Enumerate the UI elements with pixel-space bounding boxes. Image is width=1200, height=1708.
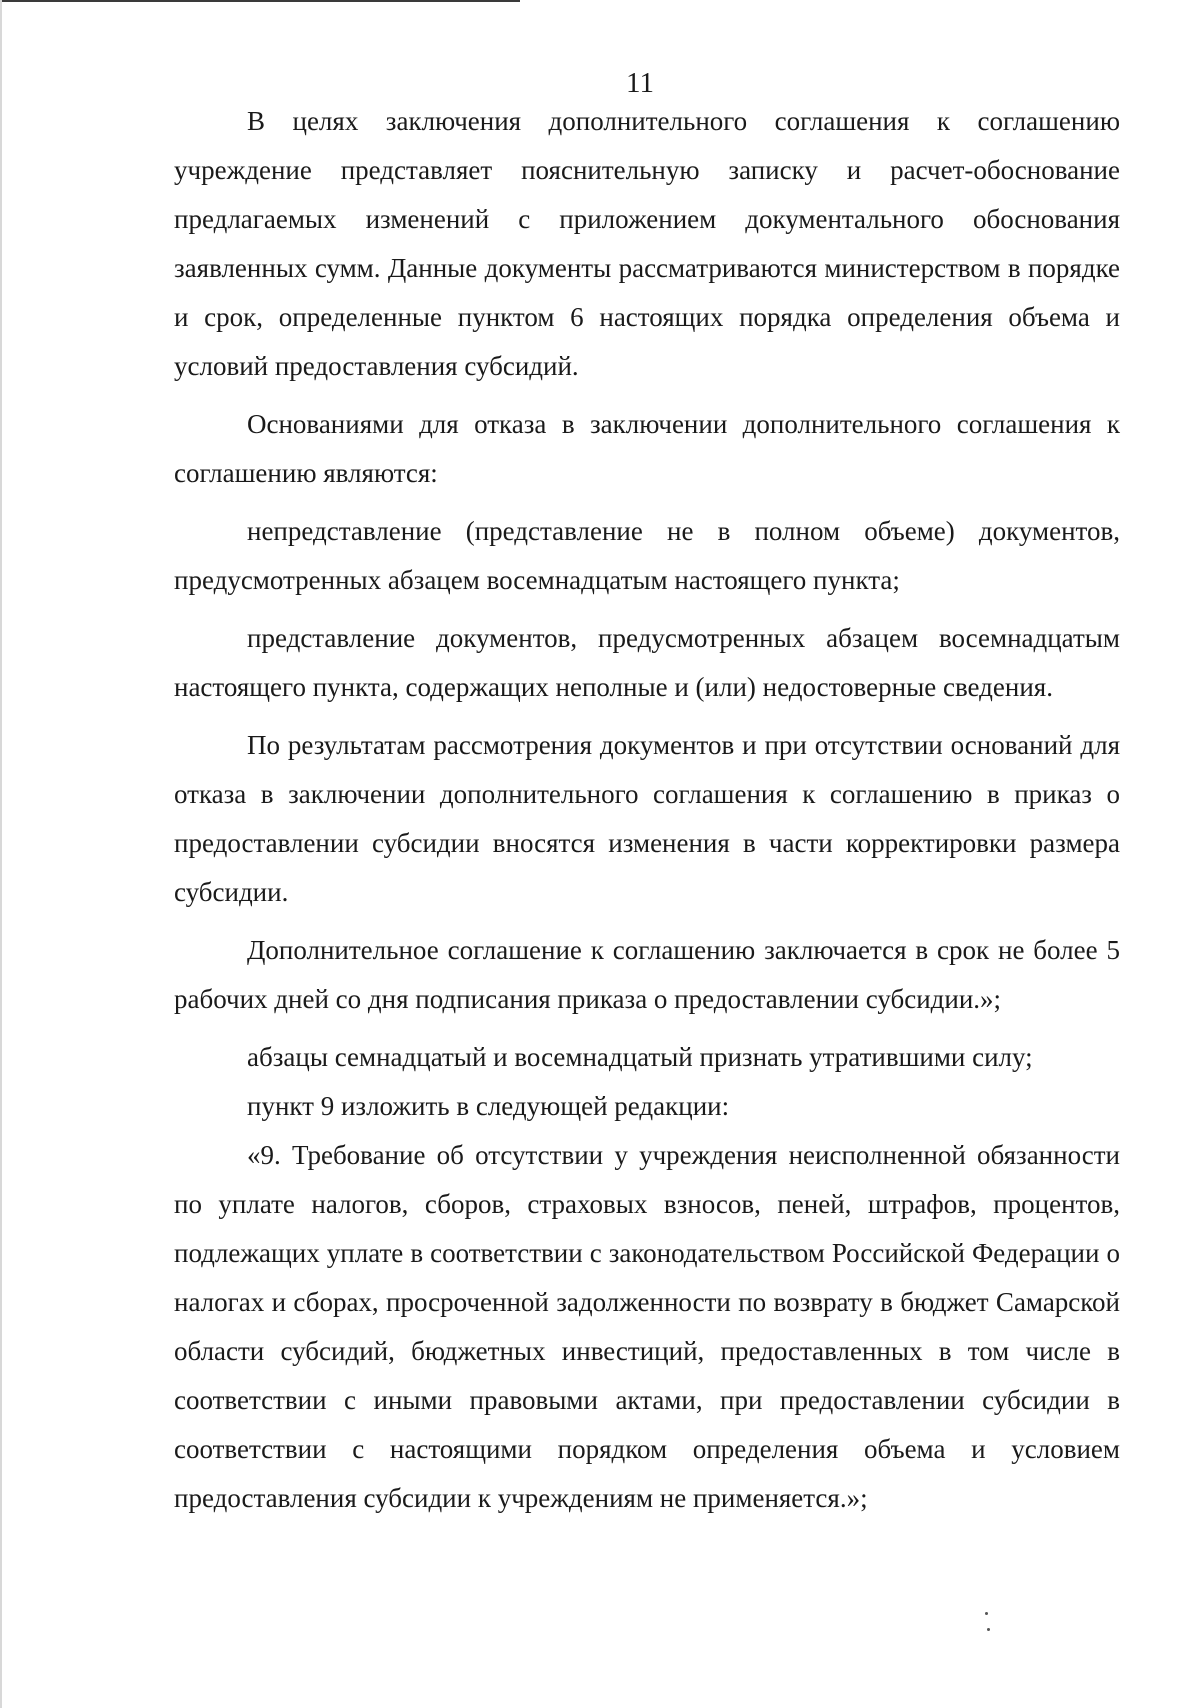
scan-speck <box>987 1628 990 1631</box>
page-number: 11 <box>626 67 654 99</box>
paragraph-invalidate-clauses: абзацы семнадцатый и восемнадцатый признать утратившими силу; <box>247 1042 1033 1072</box>
paragraph-review-results: По результатам рассмотрения документов и при отсутствии оснований для отказа в заключении дополнительного соглашения к соглашению в приказ о предоставлении субсидии вносятся изменения в части корректировки размера субсидии. <box>174 730 1120 907</box>
scan-edge-line <box>0 0 520 2</box>
paragraph-agreement-deadline: Дополнительное соглашение к соглашению заключается в срок не более 5 рабочих дней со дня подписания приказа о предоставлении субсидии.»; <box>174 935 1120 1014</box>
paragraph-additional-agreement: В целях заключения дополнительного соглашения к соглашению учреждение представляет пояснительную записку и расчет-обоснование предлагаемых изменений с приложением документального обоснования заявленных сумм. Данные документы рассматриваются министерством в порядке и срок, определенные пунктом 6 настоящих порядка определения объема и условий предоставления субсидий. <box>174 106 1120 381</box>
paragraph-incomplete-data: представление документов, предусмотренных абзацем восемнадцатым настоящего пункта, содержащих неполные и (или) недостоверные сведения. <box>174 623 1120 702</box>
paragraph-item-9-text: «9. Требование об отсутствии у учреждения неисполненной обязанности по уплате налогов, сборов, страховых взносов, пеней, штрафов, процентов, подлежащих уплате в соответствии с законодательством Российской Федерации о налогах и сборах, просроченной задолженности по возврату в бюджет Самарской области субсидий, бюджетных инвестиций, предоставленных в том числе в соответствии с иными правовыми актами, при предоставлении субсидии в соответствии с настоящими порядком определения объема и условием предоставления субсидии к учреждениям не применяется.»; <box>174 1140 1120 1513</box>
scan-speck <box>985 1612 988 1615</box>
document-body <box>174 97 1120 1523</box>
paragraph-refusal-grounds: Основаниями для отказа в заключении дополнительного соглашения к соглашению являются: <box>174 409 1120 488</box>
scan-left-edge <box>0 0 2 1708</box>
paragraph-item-9-intro: пункт 9 изложить в следующей редакции: <box>247 1091 730 1121</box>
paragraph-non-submission: непредставление (представление не в полном объеме) документов, предусмотренных абзацем восемнадцатым настоящего пункта; <box>174 516 1120 595</box>
